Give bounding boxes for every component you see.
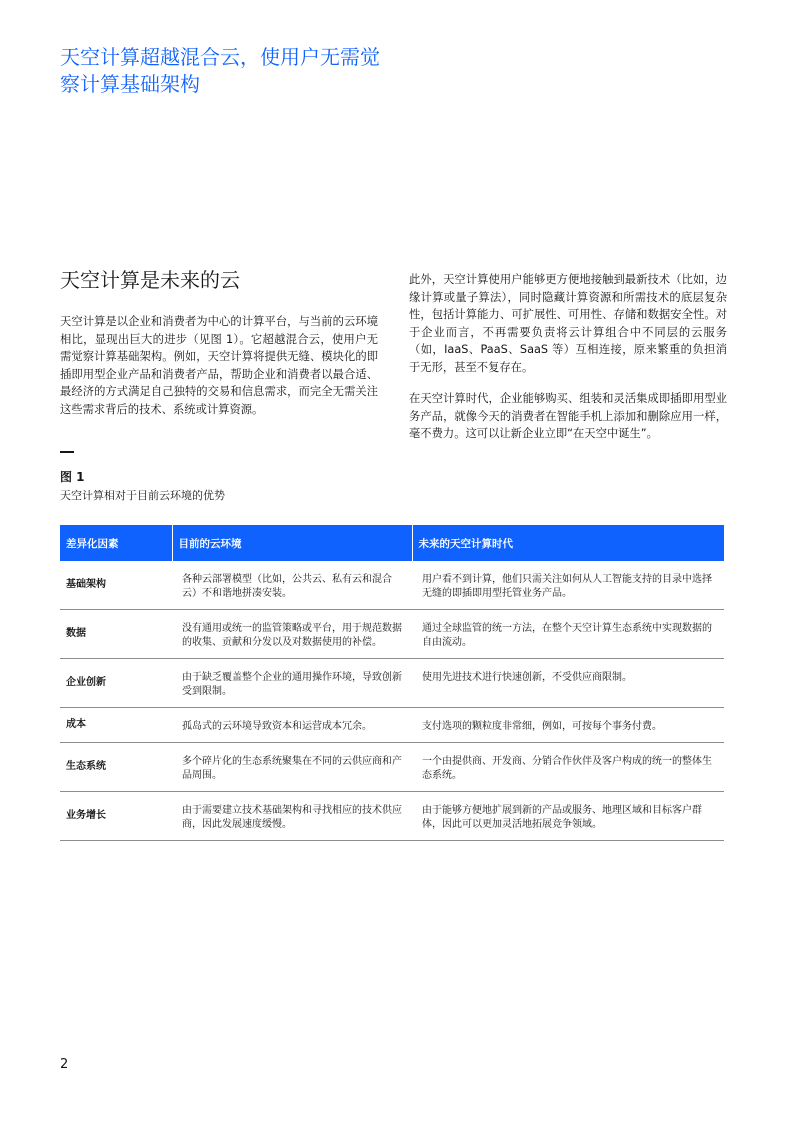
- body-paragraph-1: 此外，天空计算使用户能够更方便地接触到最新技术（比如，边缘计算或量子算法），同时隐藏计算资源和所需技术的底层复杂性，包括计算能力、可扩展性、可用性、存储和数据安全性。对于企业而言，不再需要负责将云计算组合中不同层的云服务（如，IaaS、PaaS、SaaS 等）互相连接，原来繁重的负担消于无形，甚至不复存在。: [409, 273, 727, 374]
- body-paragraph-2: 在天空计算时代，企业能够购买、组装和灵活集成即插即用型业务产品，就像今天的消费者在智能手机上添加和删除应用一样，毫不费力。这可以让新企业立即“在天空中诞生”。: [409, 392, 727, 440]
- row-future: 由于能够方便地扩展到新的产品或服务、地理区域和目标客户群体，因此可以更加灵活地拓展竞争领域。: [412, 792, 724, 841]
- row-factor: 成本: [60, 708, 172, 743]
- header-factor: 差异化因素: [60, 525, 172, 561]
- table-header-row: [60, 525, 724, 561]
- section-title: 天空计算是未来的云: [60, 268, 240, 292]
- page-number: 2: [60, 1057, 69, 1072]
- row-future: 一个由提供商、开发商、分销合作伙伴及客户构成的统一的整体生态系统。: [412, 743, 724, 792]
- row-factor: 业务增长: [60, 792, 172, 841]
- row-current: 各种云部署模型（比如，公共云、私有云和混合云）不和谐地拼凑安装。: [172, 561, 412, 610]
- row-factor: 生态系统: [60, 743, 172, 792]
- table-row: [60, 792, 724, 841]
- figure-rule: [60, 451, 74, 453]
- row-future: 使用先进技术进行快速创新，不受供应商限制。: [412, 659, 724, 708]
- row-current: 没有通用或统一的监管策略或平台，用于规范数据的收集、贡献和分发以及对数据使用的补偿。: [172, 610, 412, 659]
- row-future: 支付选项的颗粒度非常细，例如，可按每个事务付费。: [412, 708, 724, 743]
- header-future: 未来的天空计算时代: [412, 525, 724, 561]
- intro-paragraph: 天空计算是以企业和消费者为中心的计算平台，与当前的云环境相比，显现出巨大的进步（见图 1）。它超越混合云，使用户无需觉察计算基础架构。例如，天空计算将提供无缝、模块化的即插即用型企业产品和消费者产品，帮助企业和消费者以最合适、最经济的方式满足自己独特的交易和信息需求，而完全无需关注这些需求背后的技术、系统或计算资源。: [60, 315, 378, 416]
- row-current: 孤岛式的云环境导致资本和运营成本冗余。: [172, 708, 412, 743]
- table-row: [60, 743, 724, 792]
- row-factor: 企业创新: [60, 659, 172, 708]
- row-current: 多个碎片化的生态系统聚集在不同的云供应商和产品周围。: [172, 743, 412, 792]
- table-row: [60, 659, 724, 708]
- page-headline: 天空计算超越混合云，使用户无需觉察计算基础架构: [60, 45, 380, 96]
- row-future: 通过全球监管的统一方法，在整个天空计算生态系统中实现数据的自由流动。: [412, 610, 724, 659]
- row-factor: 数据: [60, 610, 172, 659]
- table-row: [60, 610, 724, 659]
- row-future: 用户看不到计算，他们只需关注如何从人工智能支持的目录中选择无缝的即插即用型托管业务产品。: [412, 561, 724, 610]
- row-current: 由于缺乏覆盖整个企业的通用操作环境，导致创新受到限制。: [172, 659, 412, 708]
- table-row: [60, 708, 724, 743]
- header-current: 目前的云环境: [172, 525, 412, 561]
- row-factor: 基础架构: [60, 561, 172, 610]
- row-current: 由于需要建立技术基础架构和寻找相应的技术供应商，因此发展速度缓慢。: [172, 792, 412, 841]
- figure-label: 图 1: [60, 470, 85, 484]
- figure-caption: 天空计算相对于目前云环境的优势: [60, 489, 225, 502]
- table-row: [60, 561, 724, 610]
- comparison-table: [60, 525, 724, 841]
